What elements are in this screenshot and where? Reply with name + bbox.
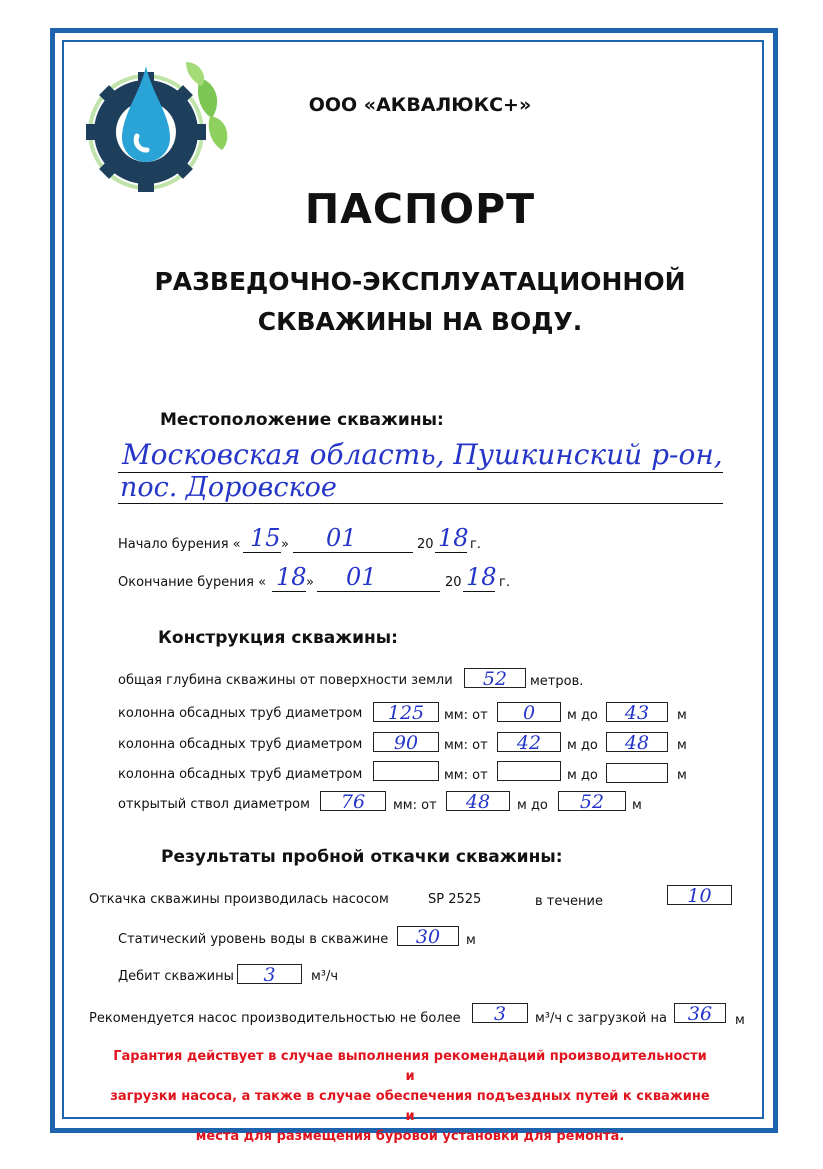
warranty-line-2: загрузки насоса, а также в случае обеспечения подъездных путей к скважине и — [110, 1089, 710, 1124]
casing-2-from: 42 — [516, 732, 542, 754]
casing-1-from-box — [497, 702, 561, 722]
static-level-box — [397, 926, 459, 946]
document-subtitle — [110, 262, 730, 342]
end-year-line — [463, 591, 495, 592]
recommendation-depth-unit: м — [735, 1013, 745, 1028]
casing-2-to: 48 — [624, 732, 650, 754]
flow-value: 3 — [263, 964, 276, 986]
open-hole-diameter: 76 — [340, 791, 366, 813]
end-label: Окончание бурения « — [118, 575, 267, 590]
end-month-line — [317, 591, 440, 592]
static-level-value: 30 — [415, 926, 441, 948]
casing-2-to-box — [606, 732, 668, 752]
document-title: ПАСПОРТ — [304, 185, 536, 233]
casing-1-mm-from: мм: от — [444, 708, 488, 723]
location-line-2: пос. Доровское — [120, 472, 337, 503]
duration-box — [667, 885, 732, 905]
location-line-1: Московская область, Пушкинский р-он, — [122, 438, 723, 471]
location-heading: Местоположение скважины: — [160, 410, 444, 430]
company-name: ООО «АКВАЛЮКС+» — [308, 94, 532, 116]
subtitle-line-1: РАЗВЕДОЧНО-ЭКСПЛУАТАЦИОННОЙ — [154, 267, 686, 296]
casing-3-from-box — [497, 761, 561, 781]
depth-value: 52 — [482, 668, 508, 690]
casing-1-to: 43 — [624, 702, 650, 724]
warranty-line-1: Гарантия действует в случае выполнения рекомендаций производительности и — [113, 1049, 707, 1084]
start-label: Начало бурения « — [118, 537, 241, 552]
end-day: 18 — [276, 563, 307, 591]
casing-2-mm-from: мм: от — [444, 738, 488, 753]
flow-box — [237, 964, 302, 984]
flow-label: Дебит скважины — [118, 969, 234, 984]
subtitle-line-2: СКВАЖИНЫ НА ВОДУ. — [257, 307, 583, 336]
casing-2-from-box — [497, 732, 561, 752]
open-hole-label: открытый ствол диаметром — [118, 797, 310, 812]
recommendation-depth-box — [674, 1003, 726, 1023]
static-level-unit: м — [466, 933, 476, 948]
warranty-line-3: места для размещения буровой установки для ремонта. — [195, 1129, 625, 1144]
start-year-suffix: г. — [470, 537, 481, 552]
casing-1-diameter: 125 — [387, 702, 425, 724]
casing-3-to-box — [606, 763, 668, 783]
depth-unit: метров. — [530, 674, 584, 689]
casing-2-diameter: 90 — [393, 732, 419, 754]
end-year-suffix: г. — [499, 575, 510, 590]
open-hole-m-to: м до — [517, 798, 548, 813]
casing-1-from: 0 — [522, 702, 536, 724]
casing-3-mm-from: мм: от — [444, 768, 488, 783]
casing-3-label: колонна обсадных труб диаметром — [118, 767, 363, 782]
start-day: 15 — [250, 524, 281, 552]
casing-2-m-to: м до — [567, 738, 598, 753]
end-year-prefix: 20 — [445, 575, 462, 590]
casing-2-label: колонна обсадных труб диаметром — [118, 737, 363, 752]
open-hole-m: м — [632, 798, 642, 813]
open-hole-from: 48 — [465, 791, 491, 813]
duration-label: в течение — [535, 894, 603, 909]
start-month-line — [293, 552, 413, 553]
depth-label: общая глубина скважины от поверхности земли — [118, 673, 453, 688]
open-hole-to-box — [558, 791, 626, 811]
casing-1-m-to: м до — [567, 708, 598, 723]
pump-label: Откачка скважины производилась насосом — [89, 892, 389, 907]
open-hole-to: 52 — [579, 791, 605, 813]
open-hole-diameter-box — [320, 791, 386, 811]
flow-unit: м³/ч — [311, 969, 339, 984]
open-hole-mm-from: мм: от — [393, 798, 437, 813]
end-day-line — [272, 591, 306, 592]
company-logo — [82, 58, 232, 193]
start-month: 01 — [326, 524, 357, 552]
start-year-line — [435, 552, 467, 553]
casing-1-label: колонна обсадных труб диаметром — [118, 706, 363, 721]
casing-2-diameter-box — [373, 732, 439, 752]
warranty-note — [110, 1047, 710, 1147]
recommendation-value-box — [472, 1003, 528, 1023]
casing-3-diameter-box — [373, 761, 439, 781]
casing-3-m-to: м до — [567, 768, 598, 783]
casing-1-diameter-box — [373, 702, 439, 722]
casing-2-m: м — [677, 738, 687, 753]
start-day-line — [243, 552, 281, 553]
casing-1-to-box — [606, 702, 668, 722]
depth-value-box — [464, 668, 526, 688]
end-month: 01 — [346, 563, 377, 591]
pumping-heading: Результаты пробной откачки скважины: — [161, 847, 563, 867]
start-year-prefix: 20 — [417, 537, 434, 552]
recommendation-depth: 36 — [687, 1003, 713, 1025]
duration-value: 10 — [687, 885, 712, 907]
static-level-label: Статический уровень воды в скважине — [118, 932, 389, 947]
recommendation-label: Рекомендуется насос производительностью не более — [89, 1011, 461, 1026]
start-year: 18 — [438, 524, 469, 552]
end-quote-close: » — [306, 575, 314, 590]
open-hole-from-box — [446, 791, 510, 811]
recommendation-value: 3 — [493, 1003, 507, 1025]
recommendation-unit: м³/ч с загрузкой на — [535, 1011, 667, 1026]
location-underline-2 — [118, 503, 723, 504]
pump-model: SP 2525 — [428, 892, 482, 907]
construction-heading: Конструкция скважины: — [158, 628, 398, 648]
start-quote-close: » — [281, 537, 289, 552]
casing-3-m: м — [677, 768, 687, 783]
casing-1-m: м — [677, 708, 687, 723]
end-year: 18 — [466, 563, 497, 591]
